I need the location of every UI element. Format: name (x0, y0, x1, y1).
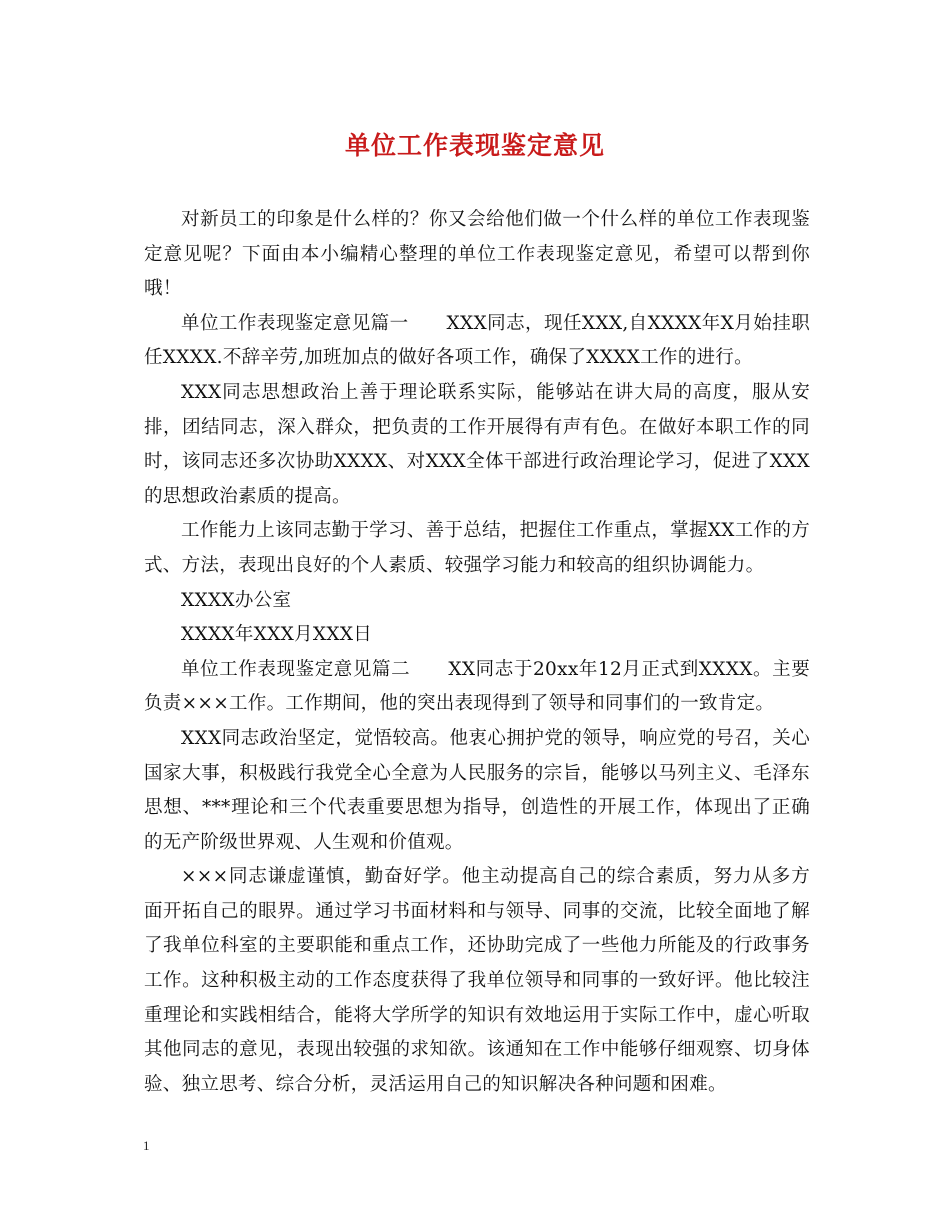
paragraph-modest-studious: ×××同志谦虚谨慎，勤奋好学。他主动提高自己的综合素质，努力从多方面开拓自己的眼界。通过学习书面材料和与领导、同事的交流，比较全面地了解了我单位科室的主要职能和重点工作，还协助完成了一些他力所能及的行政事务工作。这种积极主动的工作态度获得了我单位领导和同事的一致好评。他比较注重理论和实践相结合，能将大学所学的知识有效地运用于实际工作中，虚心听取其他同志的意见，表现出较强的求知欲。该通知在工作中能够仔细观察、切身体验、独立思考、综合分析，灵活运用自己的知识解决各种问题和困难。 (144, 866, 810, 1095)
signature-office: XXXX办公室 (181, 589, 292, 611)
paragraph-political-stance: XXX同志政治坚定，觉悟较高。他衷心拥护党的领导，响应党的号召，关心国家大事，积极践行我党全心全意为人民服务的宗旨，能够以马列主义、毛泽东思想、***理论和三个代表重要思想为指导，创造性的开展工作，体现出了正确的无产阶级世界观、人生观和价值观。 (144, 727, 810, 853)
paragraph-intro: 对新员工的印象是什么样的？你又会给他们做一个什么样的单位工作表现鉴定意见呢？下面由本小编精心整理的单位工作表现鉴定意见，希望可以帮到你哦！ (144, 209, 810, 300)
paragraph-part-two-heading: 单位工作表现鉴定意见篇二 XX同志于20xx年12月正式到XXXX。主要负责×××工作。工作期间，他的突出表现得到了领导和同事们的一致肯定。 (144, 658, 810, 715)
document-body (144, 203, 810, 1102)
signature-date: XXXX年XXX月XXX日 (181, 624, 373, 646)
paragraph-political-thought: XXX同志思想政治上善于理论联系实际，能够站在讲大局的高度，服从安排，团结同志，深入群众，把负责的工作开展得有声有色。在做好本职工作的同时，该同志还多次协助XXXX、对XXX全体干部进行政治理论学习，促进了XXX的思想政治素质的提高。 (144, 381, 810, 507)
paragraph-part-one-heading: 单位工作表现鉴定意见篇一 XXX同志，现任XXX,自XXXX年X月始挂职任XXXX.不辞辛劳,加班加点的做好各项工作，确保了XXXX工作的进行。 (144, 312, 810, 369)
document-title: 单位工作表现鉴定意见 (344, 131, 605, 160)
page-number: 1 (143, 1138, 150, 1153)
paragraph-work-ability: 工作能力上该同志勤于学习、善于总结，把握住工作重点，掌握XX工作的方式、方法，表现出良好的个人素质、较强学习能力和较高的组织协调能力。 (144, 520, 810, 576)
